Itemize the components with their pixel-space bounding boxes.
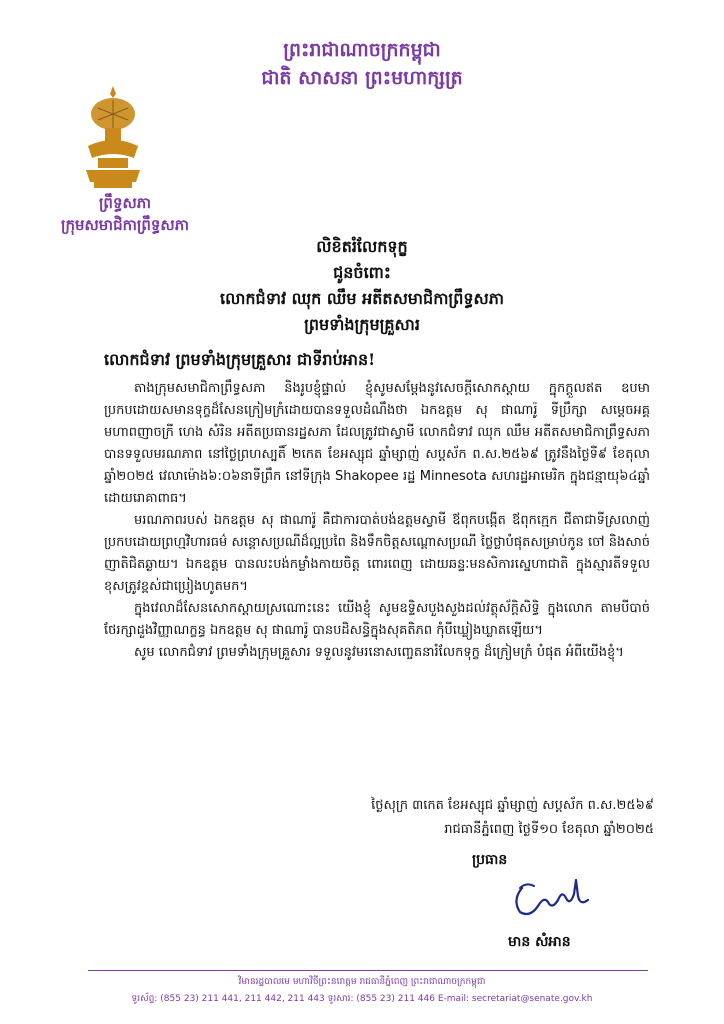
senate-emblem-icon (78, 84, 148, 192)
national-motto: ជាតិ សាសនា ព្រះមហាក្សត្រ (261, 67, 463, 89)
greeting: លោកជំទាវ ព្រមទាំងក្រុមគ្រួសារ ជាទីរាប់អាន! (104, 350, 376, 369)
paragraph-4: សូម លោកជំទាវ ព្រមទាំងក្រុមគ្រួសារ ទទួលនូវមរនោសញ្ចេតនារំលែកទុក្ខ ដ៏ក្រៀមក្រំ បំផុត អំពីយើងខ្ញុំ។ (134, 645, 624, 660)
recipient-name: លោកជំទាវ ឈុក ឈឹម អតីតសមាជិកាព្រឹទ្ធសភា (220, 289, 504, 308)
kingdom-name: ព្រះរាជាណាចក្រកម្ពុជា (283, 39, 441, 61)
lunar-date: ថ្ងៃសុក្រ ៣កេត ខែអស្សុជ ឆ្នាំម្សាញ់ សប្តស័ក ព.ស.២៥៦៩ (371, 798, 654, 813)
letter-title: លិខិតរំលែកទុក្ខ (316, 237, 408, 256)
org-name: ព្រឹទ្ធសភា (98, 194, 152, 212)
signer-title: ប្រធាន (472, 852, 508, 868)
paragraph-3: ក្នុងវេលាដ៏សែនសោកស្តាយស្រណោះនេះ យើងខ្ញុំ សូមឧទ្ទិសបួងសួងដល់វត្ថុស័ក្តិសិទ្ធិ ក្នុងលោក តាមបីបាច់ថែរក្សាដួងវិញ្ញាណក្ខន្ធ ឯកឧត្តម សុ ផាណារ៉ូ បានបដិសន្ធិក្នុងសុគតិភព កុំបីឃ្លៀងឃ្លាតឡើយ។ (104, 601, 650, 638)
signer-name: មាន សំអាន (508, 934, 571, 950)
letter-body (104, 378, 650, 664)
handwritten-signature-icon (508, 866, 594, 924)
organization-block (40, 192, 210, 236)
paragraph-2: មរណភាពរបស់ ឯកឧត្តម សុ ផាណារ៉ូ គឺជាការបាត់បង់ឧត្តមស្វាមី ឪពុកបង្កើត ឪពុកក្មេក ជីតាជាទីស្រលាញ់ ប្រកបដោយព្រហ្មវិហារធម៌ សន្តោសប្រណីដ៏ល្អប្រពៃ និងទឹកចិត្តសណ្តោសប្រណី ថ្លៃថ្លាបំផុតសម្រាប់កូន ចៅ និងសាច់ញាតិជិតឆ្ងាយ។ ឯកឧត្តម បានលះបង់កម្លាំងកាយចិត្ត ពោរពេញ ដោយឆន្ទៈមនសិការស្នេហាជាតិ ក្នុងស្មារតីទទួលខុសត្រូវខ្ពស់ជាប្រៀងហូតមក។ (104, 513, 650, 594)
date-block (371, 794, 654, 842)
recipient-family: ព្រមទាំងក្រុមគ្រួសារ (304, 315, 420, 334)
solar-date: រាជធានីភ្នំពេញ ថ្ងៃទី១០ ខែតុលា ឆ្នាំ២០២៥ (444, 822, 654, 837)
org-subname: ក្រុមសមាជិកាព្រឹទ្ធសភា (61, 216, 189, 234)
paragraph-1: តាងក្រុមសមាជិកាព្រឹទ្ធសភា និងរូបខ្ញុំផ្ទាល់ ខ្ញុំសូមសម្តែងនូវសេចក្តីសោកស្តាយ ក្នុកក្តួលឥត ឧបមា ប្រកបដោយសមានទុក្ខដ៏សែនក្រៀមក្រំដោយបានទទួលដំណឹងថា ឯកឧត្តម សុ ផាណារ៉ូ ទីប្រឹក្សា សម្តេចអគ្គមហាពញាចក្រី ហេង សំរិន អតីតប្រធានរដ្ឋសភា ដែលត្រូវជាស្វាមី លោកជំទាវ ឈុក ឈឹម អតីតសមាជិកាព្រឹទ្ធសភា បានទទួលមរណភាព នៅថ្ងៃព្រហស្បតិ៍ ២កេត ខែអស្សុជ ឆ្នាំម្សាញ់ សប្តស័ក ព.ស.២៥៦៩ ត្រូវនឹងថ្ងៃទី៩ ខែតុលា ឆ្នាំ២០២៥ វេលាម៉ោង៦:០៦នាទីព្រឹក នៅទីក្រុង Shakopee រដ្ឋ Minnesota សហរដ្ឋអាមេរិក ក្នុងជន្មាយុ៦៤ឆ្នាំ ដោយរោគាពាធ។ (104, 381, 650, 506)
footer-divider (88, 970, 648, 971)
footer-address: វិមានរដ្ឋបាលមេ មហាវិថីព្រះនរោត្តម រាជធានីភ្នំពេញ ព្រះរាជាណាចក្រកម្ពុជា (238, 977, 486, 987)
letter-title-block (0, 234, 724, 338)
addressed-to: ជូនចំពោះ (333, 263, 391, 282)
footer-contact: ទូរស័ព្ទ: (855 23) 211 441, 211 442, 211 443 ទូរសារ: (855 23) 211 446 E-mail: secretariat@senate.gov.kh (131, 994, 593, 1004)
